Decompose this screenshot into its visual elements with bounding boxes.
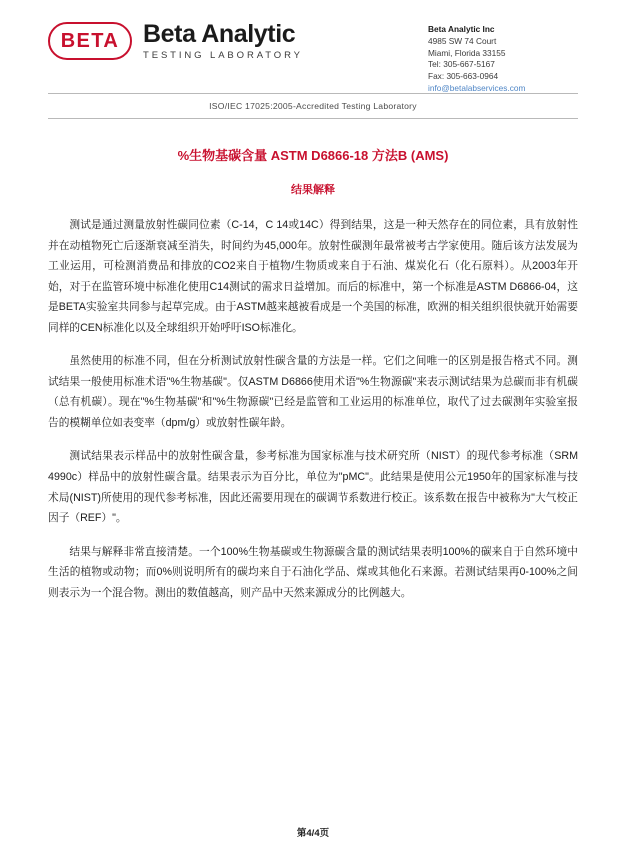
page-footer: 第4/4页 xyxy=(296,828,330,839)
page-title: %生物基碳含量 ASTM D6866-18 方法B (AMS) xyxy=(177,148,449,163)
brand-name: Beta Analytic xyxy=(143,20,296,48)
beta-logo xyxy=(48,22,132,60)
paragraph: 结果与解释非常直接清楚。一个100%生物基碳或生物源碳含量的测试结果表明100%的碳来自于自然环境中生活的植物或动物；而0%则说明所有的碳均来自于石油化学品、煤或其他化石来源。若测试结果再0-100%之间则表示为一个混合物。测出的数值越高，则产品中天然来源成分的比例越大。 xyxy=(48,545,578,599)
page-header xyxy=(48,20,578,93)
header-divider-bottom xyxy=(48,118,578,119)
brand-block xyxy=(48,22,303,61)
accreditation-line: ISO/IEC 17025:2005-Accredited Testing Laboratory xyxy=(209,101,417,111)
beta-logo-text: BETA xyxy=(60,29,120,52)
brand-text xyxy=(143,22,303,61)
brand-subtitle: TESTING LABORATORY xyxy=(143,50,303,61)
company-email[interactable]: info@betalabservices.com xyxy=(428,82,526,93)
company-fax: Fax: 305-663-0964 xyxy=(428,71,499,82)
paragraph: 虽然使用的标准不同，但在分析测试放射性碳含量的方法是一样。它们之间唯一的区别是报告格式不同。测试结果一般使用标准术语"%生物基碳"。仅ASTM D6866使用术语"%生物源碳"来表示测试结果为总碳而非有机碳（总有机碳）。现在"%生物基碳"和"%生物源碳"已经是监管和工业运用的标准单位，取代了过去碳测年实验室报告的模糊单位如表变率（dpm/g）或放射性碳年龄。 xyxy=(48,355,578,429)
paragraph: 测试结果表示样品中的放射性碳含量，参考标准为国家标准与技术研究所（NIST）的现代参考标准（SRM 4990c）样品中的放射性碳含量。结果表示为百分比，单位为"pMC"。此结果是使用公元1950年的国家标准与技术局(NIST)所使用的现代参考标准，因此还需要用现在的碳调节系数进行校正。该系数在报告中被称为"大气校正因子（REF）"。 xyxy=(48,450,578,525)
page-subtitle: 结果解释 xyxy=(291,184,335,196)
company-address-line1: 4985 SW 74 Court xyxy=(428,35,497,46)
paragraph: 测试是通过测量放射性碳同位素（C-14，C 14或14C）得到结果，这是一种天然存在的同位素，具有放射性并在动植物死亡后逐渐衰减至消失，时间约为45,000年。放射性碳测年最常被考古学家使用。随后该方法发展为工业运用，可检测消费品和排放的CO2来自于植物/生物质或来自于石油、煤炭化石（化石原料）。从2003年开始，对于在监管环境中标准化使用C14测试的需求日益增加。而后的标准中，第一个标准是ASTM D6866-04，这是BETA实验室共同参与起草完成。由于ASTM越来越被看成是一个美国的标准，欧洲的相关组织很快就开始需要同样的CEN标准化以及全球组织开始呼吁ISO标准化。 xyxy=(48,219,578,334)
company-name: Beta Analytic Inc xyxy=(428,24,495,34)
company-tel: Tel: 305-667-5167 xyxy=(428,59,495,70)
company-address-line2: Miami, Florida 33155 xyxy=(428,47,506,58)
body-text xyxy=(48,215,578,603)
company-address xyxy=(428,22,578,95)
